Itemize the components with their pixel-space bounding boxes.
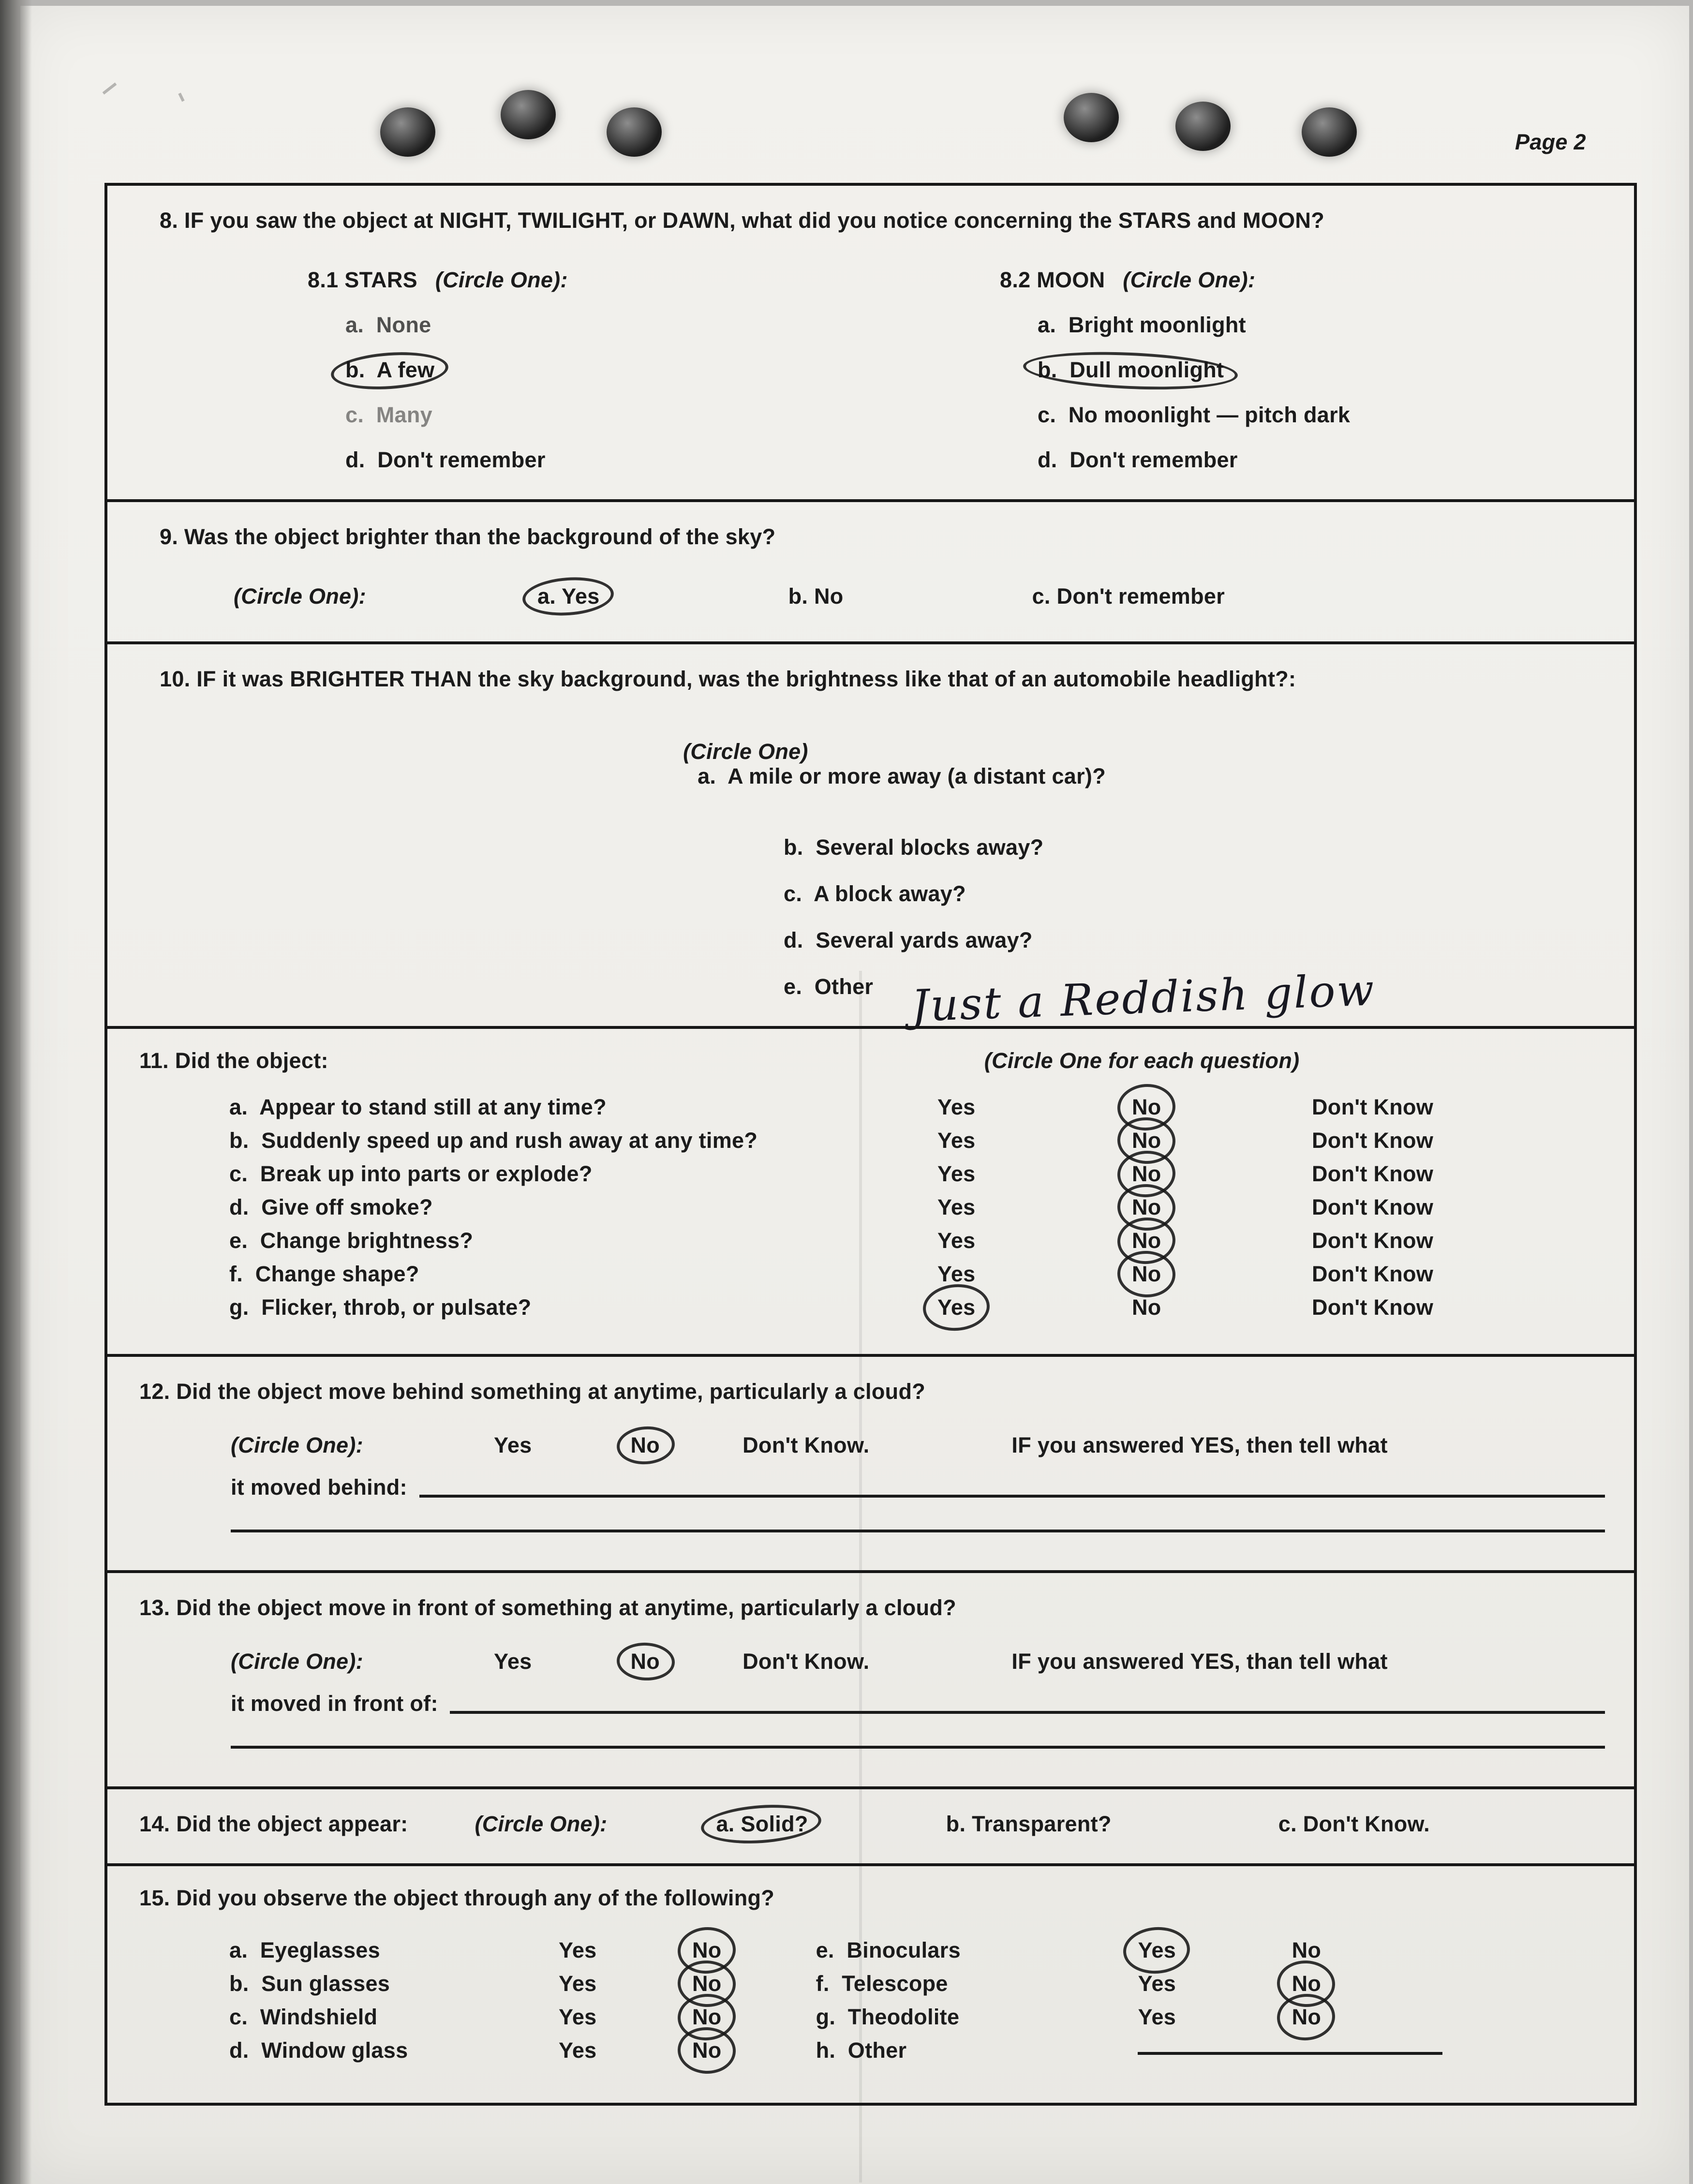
q8-title: 8. IF you saw the object at NIGHT, TWILIGHT, or DAWN, what did you notice concerning the STARS and MOON? xyxy=(160,209,1325,234)
q15-no: No xyxy=(1292,1939,1322,1963)
q13-no-circled xyxy=(631,1650,660,1675)
q11-dont-know: Don't Know xyxy=(1312,1196,1434,1220)
q14-title: 14. Did the object appear: xyxy=(139,1813,408,1837)
question-14 xyxy=(107,1786,1634,1863)
q8-stars-heading-label: 8.1 STARS xyxy=(308,268,417,293)
hand-circle: No xyxy=(1132,1258,1161,1292)
q8-moon-option-a: a. Bright moonlight xyxy=(1038,313,1246,338)
question-10 xyxy=(107,641,1634,1033)
q11-row-f xyxy=(229,1258,1605,1292)
q8-stars-option-d: d. Don't remember xyxy=(345,448,546,473)
q11-row-c xyxy=(229,1158,1605,1191)
hand-circle: No xyxy=(692,2035,722,2068)
hand-circle: No xyxy=(1292,2001,1322,2035)
q11-dont-know: Don't Know xyxy=(1312,1229,1434,1254)
hand-circle: b. Dull moonlight xyxy=(1038,358,1224,383)
hand-circle: No xyxy=(692,1968,722,2001)
q10-circle-one: (Circle One) xyxy=(683,740,808,765)
q15-label: g. Theodolite xyxy=(816,2006,960,2030)
q11-dont-know: Don't Know xyxy=(1312,1296,1434,1321)
hand-circle: Yes xyxy=(1138,1934,1176,1968)
q8-stars-column xyxy=(308,268,801,473)
hand-circle: No xyxy=(692,2001,722,2035)
q11-yes: Yes xyxy=(937,1129,976,1154)
q13-tell-line xyxy=(231,1692,1605,1717)
q12-title: 12. Did the object move behind something at anytime, particularly a cloud? xyxy=(139,1380,926,1405)
q10-option-e-other xyxy=(784,966,1605,1033)
q15-label: d. Window glass xyxy=(229,2039,408,2064)
q10-option-a xyxy=(621,715,1605,814)
q9-title: 9. Was the object brighter than the background of the sky? xyxy=(160,525,776,550)
page-number: Page 2 xyxy=(1515,131,1586,155)
q11-row-label: f. Change shape? xyxy=(229,1263,419,1287)
q15-label: b. Sun glasses xyxy=(229,1972,390,1997)
q8-stars-heading xyxy=(308,268,801,293)
q11-header xyxy=(107,1049,1605,1074)
q15-row-other xyxy=(816,2035,1443,2068)
q10-option-b: b. Several blocks away? xyxy=(784,836,1044,861)
q15-yes-circled xyxy=(1138,1934,1292,1968)
hand-circle: No xyxy=(692,1934,722,1968)
q15-row-binoculars xyxy=(816,1934,1443,1968)
q12-if-yes-note: IF you answered YES, then tell what xyxy=(1011,1434,1388,1458)
q10-title: 10. IF it was BRIGHTER THAN the sky background, was the brightness like that of an automobile headlight?: xyxy=(160,668,1296,692)
q8-moon-column xyxy=(1000,268,1350,473)
q11-row-label: d. Give off smoke? xyxy=(229,1196,433,1220)
q15-yes: Yes xyxy=(1138,1972,1176,1997)
q11-yes: Yes xyxy=(937,1229,976,1254)
paper xyxy=(20,6,1689,2184)
q14-option-a-circled xyxy=(716,1813,808,1837)
q8-stars-option-a: a. None xyxy=(345,313,431,338)
q12-tell-label: it moved behind: xyxy=(231,1476,407,1501)
q11-row-label: c. Break up into parts or explode? xyxy=(229,1162,593,1187)
q12-circle-one: (Circle One): xyxy=(231,1434,363,1458)
q13-circle-one: (Circle One): xyxy=(231,1650,363,1675)
q8-moon-option-b-circled xyxy=(1038,360,1350,383)
q11-yes: Yes xyxy=(937,1096,976,1120)
q15-other-blank xyxy=(1138,2035,1443,2068)
blank-line xyxy=(231,1746,1605,1749)
question-12 xyxy=(107,1354,1634,1570)
question-8 xyxy=(107,186,1634,499)
q15-right-column xyxy=(816,1934,1443,2068)
q11-yes: Yes xyxy=(937,1263,976,1287)
q11-row-label: a. Appear to stand still at any time? xyxy=(229,1096,607,1120)
hand-circle: No xyxy=(630,1650,660,1675)
q14-option-c: c. Don't Know. xyxy=(1278,1813,1430,1837)
q11-row-label: g. Flicker, throb, or pulsate? xyxy=(229,1296,532,1321)
q10-option-c: c. A block away? xyxy=(784,882,966,907)
q11-no-circled xyxy=(1132,1258,1312,1292)
q11-yes-circled xyxy=(937,1292,1132,1325)
q9-option-c: c. Don't remember xyxy=(1032,585,1225,609)
q10-option-a-label: a. A mile or more away (a distant car)? xyxy=(698,765,1106,789)
q8-moon-option-c: c. No moonlight — pitch dark xyxy=(1038,403,1351,428)
question-13 xyxy=(107,1570,1634,1786)
q11-title: 11. Did the object: xyxy=(139,1049,328,1074)
q11-dont-know: Don't Know xyxy=(1312,1129,1434,1154)
q15-row-windshield xyxy=(229,2001,722,2035)
hand-circle: No xyxy=(1132,1125,1161,1158)
punch-hole xyxy=(501,90,556,139)
q15-yes: Yes xyxy=(559,2039,597,2064)
hand-circle: No xyxy=(630,1434,660,1458)
blank-line xyxy=(231,1530,1605,1532)
q11-row-d xyxy=(229,1191,1605,1225)
q12-dont-know: Don't Know. xyxy=(743,1434,870,1458)
q15-row-sun-glasses xyxy=(229,1968,722,2001)
q15-title: 15. Did you observe the object through any of the following? xyxy=(139,1887,775,1911)
q11-row-a xyxy=(229,1091,1605,1125)
q15-label: a. Eyeglasses xyxy=(229,1939,380,1963)
q13-yes: Yes xyxy=(493,1650,532,1675)
scan-edge-shadow xyxy=(0,0,32,2184)
q8-moon-heading xyxy=(1000,268,1350,293)
q14-circle-one: (Circle One): xyxy=(475,1813,608,1837)
q11-dont-know: Don't Know xyxy=(1312,1096,1434,1120)
q9-circle-one: (Circle One): xyxy=(234,585,366,609)
q9-option-a-circled xyxy=(537,585,600,609)
q11-yes: Yes xyxy=(937,1162,976,1187)
question-11 xyxy=(107,1026,1634,1354)
punch-hole xyxy=(607,107,662,157)
q15-label: f. Telescope xyxy=(816,1972,948,1997)
q15-no-circled xyxy=(692,2035,722,2068)
q12-yes: Yes xyxy=(493,1434,532,1458)
q11-dont-know: Don't Know xyxy=(1312,1263,1434,1287)
q13-answers xyxy=(231,1650,1605,1675)
q13-tell-label: it moved in front of: xyxy=(231,1692,438,1717)
question-15 xyxy=(107,1863,1634,2103)
q11-row-label: e. Change brightness? xyxy=(229,1229,474,1254)
blank-line xyxy=(1138,2052,1443,2055)
punch-hole xyxy=(1302,107,1357,157)
q11-no: No xyxy=(1132,1296,1161,1321)
q11-dont-know: Don't Know xyxy=(1312,1162,1434,1187)
q9-answers xyxy=(234,585,1605,609)
q11-note: (Circle One for each question) xyxy=(984,1049,1300,1074)
q11-row-e xyxy=(229,1225,1605,1258)
punch-hole xyxy=(1175,102,1231,151)
q15-yes: Yes xyxy=(1138,2006,1176,2030)
q13-title: 13. Did the object move in front of something at anytime, particularly a cloud? xyxy=(139,1596,956,1621)
hand-circle: b. A few xyxy=(345,358,435,383)
hand-circle: a. Yes xyxy=(537,585,600,609)
q11-rows xyxy=(107,1091,1605,1325)
q15-label: e. Binoculars xyxy=(816,1939,961,1963)
q12-no-circled xyxy=(631,1434,660,1458)
q14-option-b: b. Transparent? xyxy=(946,1813,1112,1837)
hand-circle: No xyxy=(1132,1191,1161,1225)
hand-circle: Yes xyxy=(937,1292,976,1325)
q8-columns xyxy=(107,268,1605,473)
q15-yes: Yes xyxy=(559,1939,597,1963)
q12-tell-line xyxy=(231,1476,1605,1501)
blank-line xyxy=(419,1476,1605,1498)
q15-row-telescope xyxy=(816,1968,1443,2001)
pencil-mark xyxy=(178,93,184,102)
q12-answers xyxy=(231,1434,1605,1458)
hand-circle: No xyxy=(1292,1968,1322,2001)
q15-yes: Yes xyxy=(559,2006,597,2030)
blank-line xyxy=(450,1692,1605,1714)
q11-yes: Yes xyxy=(937,1196,976,1220)
punch-hole xyxy=(380,107,435,157)
hand-circle: No xyxy=(1132,1225,1161,1258)
q9-option-b: b. No xyxy=(788,585,844,609)
q15-row-theodolite xyxy=(816,2001,1443,2035)
punch-hole xyxy=(1064,93,1119,142)
q15-label: h. Other xyxy=(816,2039,907,2064)
q11-row-g xyxy=(229,1292,1605,1325)
q8-moon-heading-label: 8.2 MOON xyxy=(1000,268,1105,293)
hand-circle: No xyxy=(1132,1091,1161,1125)
q8-moon-circle-one: (Circle One): xyxy=(1123,268,1256,293)
q15-columns xyxy=(107,1934,1605,2068)
q15-left-column xyxy=(229,1934,722,2068)
hand-circle: No xyxy=(1132,1158,1161,1191)
q10-option-e-label: e. Other xyxy=(784,975,874,1000)
q15-row-window-glass xyxy=(229,2035,722,2068)
q13-if-yes-note: IF you answered YES, than tell what xyxy=(1011,1650,1388,1675)
q11-row-b xyxy=(229,1125,1605,1158)
q14-answers xyxy=(139,1813,1605,1837)
q8-moon-option-d: d. Don't remember xyxy=(1038,448,1238,473)
pencil-mark xyxy=(103,82,117,94)
q15-label: c. Windshield xyxy=(229,2006,378,2030)
q15-yes: Yes xyxy=(559,1972,597,1997)
form-box xyxy=(104,183,1637,2106)
hand-circle: a. Solid? xyxy=(716,1813,808,1837)
q10-option-d: d. Several yards away? xyxy=(784,929,1033,953)
handwritten-answer: Just a Reddish glow xyxy=(910,966,1376,1033)
q8-stars-option-b-circled xyxy=(345,360,801,383)
q15-row-eyeglasses xyxy=(229,1934,722,1968)
q8-stars-option-c: c. Many xyxy=(345,403,432,428)
question-9 xyxy=(107,499,1634,641)
q15-no-circled xyxy=(1292,2001,1443,2035)
q13-dont-know: Don't Know. xyxy=(743,1650,870,1675)
q11-row-label: b. Suddenly speed up and rush away at any time? xyxy=(229,1129,758,1154)
fold-line xyxy=(859,971,862,2183)
q8-stars-circle-one: (Circle One): xyxy=(435,268,568,293)
